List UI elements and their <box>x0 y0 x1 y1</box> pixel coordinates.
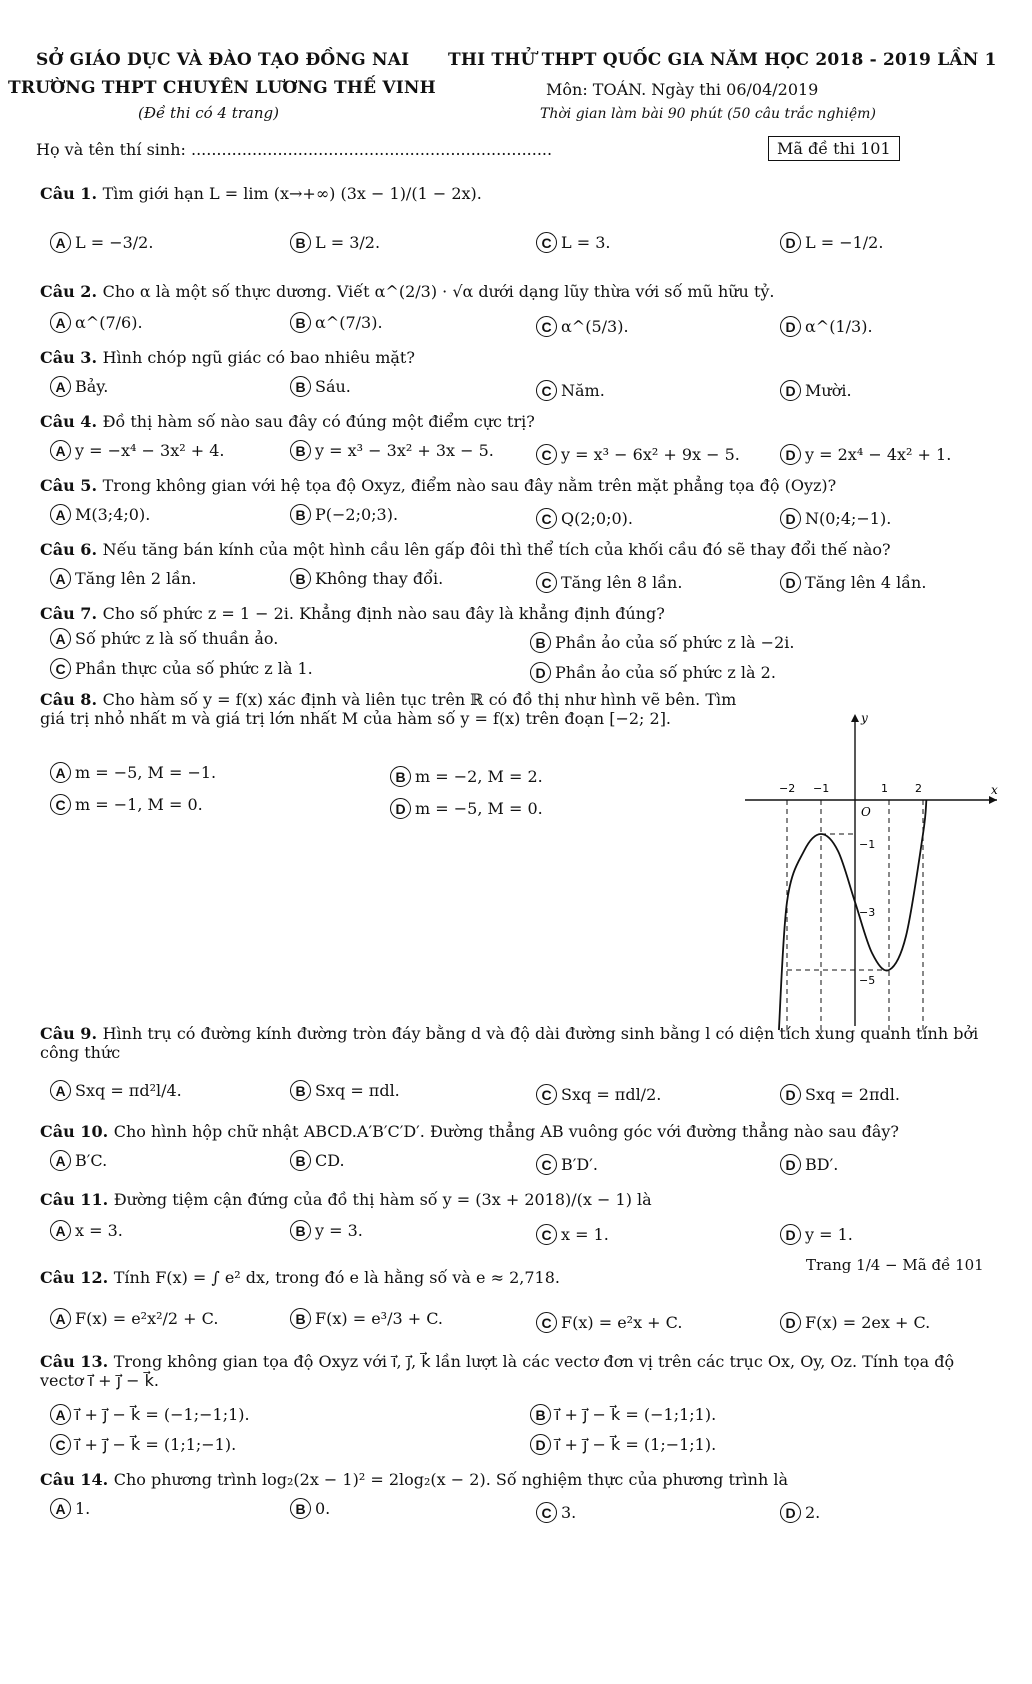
q6-option-a[interactable] <box>50 568 196 589</box>
option-letter-circle: A <box>50 762 71 783</box>
option-text: F(x) = e²x + C. <box>561 1313 683 1332</box>
option-text: Sáu. <box>315 377 351 396</box>
q1-option-b[interactable] <box>290 232 380 253</box>
question-text: Đồ thị hàm số nào sau đây có đúng một điểm cực trị? <box>102 412 535 431</box>
option-letter-circle: D <box>780 316 801 337</box>
q7-option-c[interactable] <box>50 658 313 679</box>
option-text: Sxq = πd²l/4. <box>75 1081 182 1100</box>
question-label: Câu 1. <box>40 184 103 203</box>
q4-option-a[interactable] <box>50 440 225 461</box>
q6-option-b[interactable] <box>290 568 443 589</box>
q9-option-b[interactable] <box>290 1080 400 1101</box>
question-label: Câu 2. <box>40 282 103 301</box>
option-text: Phần ảo của số phức z là −2i. <box>555 633 795 652</box>
q13-option-b[interactable] <box>530 1404 716 1425</box>
option-text: α^(7/6). <box>75 313 143 332</box>
option-text: 2. <box>805 1503 821 1522</box>
q13-option-a[interactable] <box>50 1404 250 1425</box>
option-text: y = x³ − 3x² + 3x − 5. <box>315 441 494 460</box>
question-text: Cho hình hộp chữ nhật ABCD.A′B′C′D′. Đường thẳng AB vuông góc với đường thẳng nào sau đây? <box>113 1122 899 1141</box>
option-letter-circle: C <box>536 1312 557 1333</box>
q2-option-a[interactable] <box>50 312 143 333</box>
option-letter-circle: B <box>530 1404 551 1425</box>
option-text: Phần thực của số phức z là 1. <box>75 659 313 678</box>
option-letter-circle: A <box>50 440 71 461</box>
question-14 <box>40 1470 788 1489</box>
q3-option-a[interactable] <box>50 376 108 397</box>
option-letter-circle: C <box>50 658 71 679</box>
option-letter-circle: D <box>780 572 801 593</box>
q10-option-a[interactable] <box>50 1150 107 1171</box>
q14-option-c[interactable] <box>536 1502 576 1523</box>
option-text: m = −5, M = 0. <box>415 799 543 818</box>
option-letter-circle: D <box>780 1154 801 1175</box>
q3-option-b[interactable] <box>290 376 351 397</box>
q8-option-b[interactable] <box>390 766 543 787</box>
option-text: L = 3. <box>561 233 611 252</box>
q12-option-a[interactable] <box>50 1308 218 1329</box>
option-letter-circle: A <box>50 1404 71 1425</box>
option-text: α^(7/3). <box>315 313 383 332</box>
header-subject: Môn: TOÁN. Ngày thi 06/04/2019 <box>546 80 819 99</box>
q8-option-d[interactable] <box>390 798 543 819</box>
option-letter-circle: A <box>50 1080 71 1101</box>
header-department: SỞ GIÁO DỤC VÀ ĐÀO TẠO ĐỒNG NAI <box>36 50 410 70</box>
question-label: Câu 10. <box>40 1122 114 1141</box>
y-axis-arrow <box>851 714 859 722</box>
option-letter-circle: C <box>536 444 557 465</box>
q6-option-c[interactable] <box>536 572 682 593</box>
option-letter-circle: C <box>50 794 71 815</box>
q6-option-d[interactable] <box>780 572 926 593</box>
q9-option-d[interactable] <box>780 1084 900 1105</box>
option-text: 0. <box>315 1499 331 1518</box>
q10-option-d[interactable] <box>780 1154 838 1175</box>
option-letter-circle: A <box>50 232 71 253</box>
q7-option-d[interactable] <box>530 662 776 683</box>
option-letter-circle: C <box>50 1434 71 1455</box>
question-2 <box>40 282 775 301</box>
option-text: 3. <box>561 1503 577 1522</box>
q8-option-c[interactable] <box>50 794 203 815</box>
option-text: y = x³ − 6x² + 9x − 5. <box>561 445 740 464</box>
option-text: x = 3. <box>75 1221 123 1240</box>
option-text: M(3;4;0). <box>75 505 151 524</box>
option-text: α^(5/3). <box>561 317 629 336</box>
q10-option-c[interactable] <box>536 1154 598 1175</box>
option-letter-circle: B <box>290 1150 311 1171</box>
option-letter-circle: D <box>780 1312 801 1333</box>
option-letter-circle: B <box>290 568 311 589</box>
option-text: Sxq = πdl. <box>315 1081 400 1100</box>
option-text: N(0;4;−1). <box>805 509 892 528</box>
question-5 <box>40 476 836 495</box>
option-text: CD. <box>315 1151 345 1170</box>
option-text: i⃗ + j⃗ − k⃗ = (1;1;−1). <box>75 1435 237 1454</box>
q13-option-d[interactable] <box>530 1434 716 1455</box>
y-tick-label: −5 <box>859 974 876 987</box>
q5-option-a[interactable] <box>50 504 150 525</box>
y-tick-label: −3 <box>859 906 876 919</box>
option-text: x = 1. <box>561 1225 609 1244</box>
option-letter-circle: A <box>50 1150 71 1171</box>
option-text: B′C. <box>75 1151 108 1170</box>
q8-option-a[interactable] <box>50 762 216 783</box>
question-6 <box>40 540 891 559</box>
candidate-name-line: Họ và tên thí sinh: ....................................................................... <box>36 140 553 159</box>
question-label: Câu 4. <box>40 412 103 431</box>
option-letter-circle: D <box>780 444 801 465</box>
option-letter-circle: A <box>50 312 71 333</box>
option-text: Tăng lên 4 lần. <box>805 573 927 592</box>
question-label: Câu 3. <box>40 348 103 367</box>
q12-option-c[interactable] <box>536 1312 682 1333</box>
option-letter-circle: B <box>290 232 311 253</box>
question-text: Nếu tăng bán kính của một hình cầu lên gấp đôi thì thể tích của khối cầu đó sẽ thay đổi thế nào? <box>102 540 891 559</box>
question-label: Câu 14. <box>40 1470 114 1489</box>
option-letter-circle: A <box>50 1498 71 1519</box>
q4-option-c[interactable] <box>536 444 740 465</box>
question-label: Câu 7. <box>40 604 103 623</box>
q12-option-b[interactable] <box>290 1308 443 1329</box>
question-label: Câu 5. <box>40 476 103 495</box>
option-text: Tăng lên 2 lần. <box>75 569 197 588</box>
question-4 <box>40 412 535 431</box>
option-letter-circle: B <box>290 440 311 461</box>
question-text: Cho số phức z = 1 − 2i. Khẳng định nào sau đây là khẳng định đúng? <box>102 604 665 623</box>
question-label: Câu 8. <box>40 690 103 709</box>
q7-option-b[interactable] <box>530 632 794 653</box>
option-text: F(x) = e²x²/2 + C. <box>75 1309 219 1328</box>
option-letter-circle: D <box>390 798 411 819</box>
question-11 <box>40 1190 652 1209</box>
option-letter-circle: A <box>50 628 71 649</box>
question-text: Tính F(x) = ∫ e² dx, trong đó e là hằng số và e ≈ 2,718. <box>113 1268 560 1287</box>
option-text: 1. <box>75 1499 91 1518</box>
q2-option-c[interactable] <box>536 316 629 337</box>
option-letter-circle: A <box>50 568 71 589</box>
option-letter-circle: A <box>50 1220 71 1241</box>
q10-option-b[interactable] <box>290 1150 345 1171</box>
question-1 <box>40 184 482 203</box>
option-letter-circle: C <box>536 572 557 593</box>
q7-option-a[interactable] <box>50 628 278 649</box>
q1-option-d[interactable] <box>780 232 883 253</box>
option-text: y = 3. <box>315 1221 363 1240</box>
option-letter-circle: B <box>290 1220 311 1241</box>
header-exam-title: THI THỬ THPT QUỐC GIA NĂM HỌC 2018 - 2019 LẦN 1 <box>448 50 997 70</box>
option-text: Phần ảo của số phức z là 2. <box>555 663 776 682</box>
x-axis-arrow <box>989 796 997 804</box>
q1-option-c[interactable] <box>536 232 610 253</box>
option-text: y = −x⁴ − 3x² + 4. <box>75 441 225 460</box>
option-text: L = −1/2. <box>805 233 884 252</box>
q13-option-c[interactable] <box>50 1434 236 1455</box>
question-8 <box>40 690 740 728</box>
option-letter-circle: D <box>780 1502 801 1523</box>
question-text: Cho hàm số y = f(x) xác định và liên tục trên ℝ có đồ thị như hình vẽ bên. Tìm giá trị nhỏ nhất m và giá trị lớn nhất M của hàm số y = f(x) trên đoạn [−2; 2]. <box>40 690 737 728</box>
option-letter-circle: B <box>290 1080 311 1101</box>
option-text: Bảy. <box>75 377 109 396</box>
option-text: m = −5, M = −1. <box>75 763 217 782</box>
q11-option-a[interactable] <box>50 1220 123 1241</box>
function-graph <box>735 710 1005 1030</box>
page-footer: Trang 1/4 − Mã đề 101 <box>806 1256 984 1274</box>
option-text: F(x) = 2ex + C. <box>805 1313 931 1332</box>
option-text: m = −2, M = 2. <box>415 767 543 786</box>
question-10 <box>40 1122 899 1141</box>
question-label: Câu 11. <box>40 1190 114 1209</box>
option-text: Số phức z là số thuần ảo. <box>75 629 279 648</box>
exam-code-box: Mã đề thi 101 <box>768 136 900 161</box>
option-letter-circle: A <box>50 376 71 397</box>
y-axis-label: y <box>861 711 868 725</box>
q4-option-b[interactable] <box>290 440 494 461</box>
option-text: F(x) = e³/3 + C. <box>315 1309 443 1328</box>
option-letter-circle: B <box>290 1498 311 1519</box>
question-label: Câu 6. <box>40 540 103 559</box>
q11-option-c[interactable] <box>536 1224 609 1245</box>
q1-option-a[interactable] <box>50 232 153 253</box>
option-letter-circle: C <box>536 316 557 337</box>
q5-option-d[interactable] <box>780 508 891 529</box>
question-13 <box>40 1352 1000 1390</box>
option-text: m = −1, M = 0. <box>75 795 203 814</box>
option-letter-circle: C <box>536 1224 557 1245</box>
q14-option-b[interactable] <box>290 1498 330 1519</box>
q14-option-a[interactable] <box>50 1498 90 1519</box>
question-text: Hình chóp ngũ giác có bao nhiêu mặt? <box>102 348 415 367</box>
question-text: Cho α là một số thực dương. Viết α^(2/3) · √α dưới dạng lũy thừa với số mũ hữu tỷ. <box>102 282 775 301</box>
option-text: Sxq = 2πdl. <box>805 1085 900 1104</box>
option-text: i⃗ + j⃗ − k⃗ = (1;−1;1). <box>555 1435 717 1454</box>
q12-option-d[interactable] <box>780 1312 930 1333</box>
q9-option-a[interactable] <box>50 1080 182 1101</box>
question-text: Tìm giới hạn L = lim (x→+∞) (3x − 1)/(1 − 2x). <box>102 184 482 203</box>
option-text: L = −3/2. <box>75 233 154 252</box>
option-letter-circle: C <box>536 380 557 401</box>
q3-option-c[interactable] <box>536 380 605 401</box>
option-letter-circle: D <box>530 662 551 683</box>
option-text: Tăng lên 8 lần. <box>561 573 683 592</box>
option-letter-circle: C <box>536 508 557 529</box>
question-text: Trong không gian với hệ tọa độ Oxyz, điểm nào sau đây nằm trên mặt phẳng tọa độ (Oyz)? <box>102 476 837 495</box>
header-school: TRƯỜNG THPT CHUYÊN LƯƠNG THẾ VINH <box>8 78 436 98</box>
option-letter-circle: D <box>780 508 801 529</box>
option-text: Năm. <box>561 381 605 400</box>
option-letter-circle: D <box>780 232 801 253</box>
option-text: L = 3/2. <box>315 233 381 252</box>
question-3 <box>40 348 415 367</box>
q2-option-b[interactable] <box>290 312 383 333</box>
option-text: i⃗ + j⃗ − k⃗ = (−1;−1;1). <box>75 1405 250 1424</box>
option-letter-circle: B <box>290 312 311 333</box>
question-text: Trong không gian tọa độ Oxyz với i⃗, j⃗, k⃗ lần lượt là các vectơ đơn vị trên các trục Ox, Oy, Oz. Tính tọa độ vectơ i⃗ + j⃗ − k⃗. <box>40 1352 955 1390</box>
option-letter-circle: D <box>780 380 801 401</box>
x-tick-label: 2 <box>915 782 922 795</box>
q2-option-d[interactable] <box>780 316 873 337</box>
question-text: Đường tiệm cận đứng của đồ thị hàm số y = (3x + 2018)/(x − 1) là <box>113 1190 652 1209</box>
x-axis-label: x <box>991 783 998 797</box>
header-time: Thời gian làm bài 90 phút (50 câu trắc nghiệm) <box>540 106 876 122</box>
option-text: y = 1. <box>805 1225 853 1244</box>
option-letter-circle: A <box>50 1308 71 1329</box>
y-tick-label: −1 <box>859 838 876 851</box>
q5-option-c[interactable] <box>536 508 633 529</box>
x-tick-label: −1 <box>813 782 830 795</box>
question-text: Hình trụ có đường kính đường tròn đáy bằng d và độ dài đường sinh bằng l có diện tích xung quanh tính bởi công thức <box>40 1024 979 1062</box>
option-text: Sxq = πdl/2. <box>561 1085 662 1104</box>
question-label: Câu 13. <box>40 1352 114 1371</box>
question-7 <box>40 604 665 623</box>
option-letter-circle: C <box>536 1502 557 1523</box>
option-text: Không thay đổi. <box>315 569 444 588</box>
header-pages-note: (Đề thi có 4 trang) <box>138 104 279 122</box>
option-letter-circle: A <box>50 504 71 525</box>
option-text: B′D′. <box>561 1155 598 1174</box>
q5-option-b[interactable] <box>290 504 398 525</box>
option-text: Mười. <box>805 381 852 400</box>
option-text: BD′. <box>805 1155 839 1174</box>
q11-option-b[interactable] <box>290 1220 363 1241</box>
option-letter-circle: C <box>536 1084 557 1105</box>
option-letter-circle: B <box>290 376 311 397</box>
option-letter-circle: D <box>780 1084 801 1105</box>
option-letter-circle: B <box>290 1308 311 1329</box>
q11-option-d[interactable] <box>780 1224 853 1245</box>
q4-option-d[interactable] <box>780 444 951 465</box>
option-letter-circle: C <box>536 232 557 253</box>
option-letter-circle: D <box>530 1434 551 1455</box>
option-text: Q(2;0;0). <box>561 509 634 528</box>
q3-option-d[interactable] <box>780 380 852 401</box>
option-text: y = 2x⁴ − 4x² + 1. <box>805 445 952 464</box>
option-text: i⃗ + j⃗ − k⃗ = (−1;1;1). <box>555 1405 717 1424</box>
q9-option-c[interactable] <box>536 1084 661 1105</box>
question-label: Câu 9. <box>40 1024 103 1043</box>
option-letter-circle: B <box>390 766 411 787</box>
question-text: Cho phương trình log₂(2x − 1)² = 2log₂(x − 2). Số nghiệm thực của phương trình là <box>113 1470 789 1489</box>
option-text: α^(1/3). <box>805 317 873 336</box>
option-letter-circle: B <box>290 504 311 525</box>
q14-option-d[interactable] <box>780 1502 820 1523</box>
x-tick-label: −2 <box>779 782 796 795</box>
option-letter-circle: B <box>530 632 551 653</box>
option-letter-circle: D <box>780 1224 801 1245</box>
x-tick-label: 1 <box>881 782 888 795</box>
option-text: P(−2;0;3). <box>315 505 399 524</box>
option-letter-circle: C <box>536 1154 557 1175</box>
question-label: Câu 12. <box>40 1268 114 1287</box>
question-12 <box>40 1268 560 1287</box>
origin-label: O <box>861 805 871 819</box>
